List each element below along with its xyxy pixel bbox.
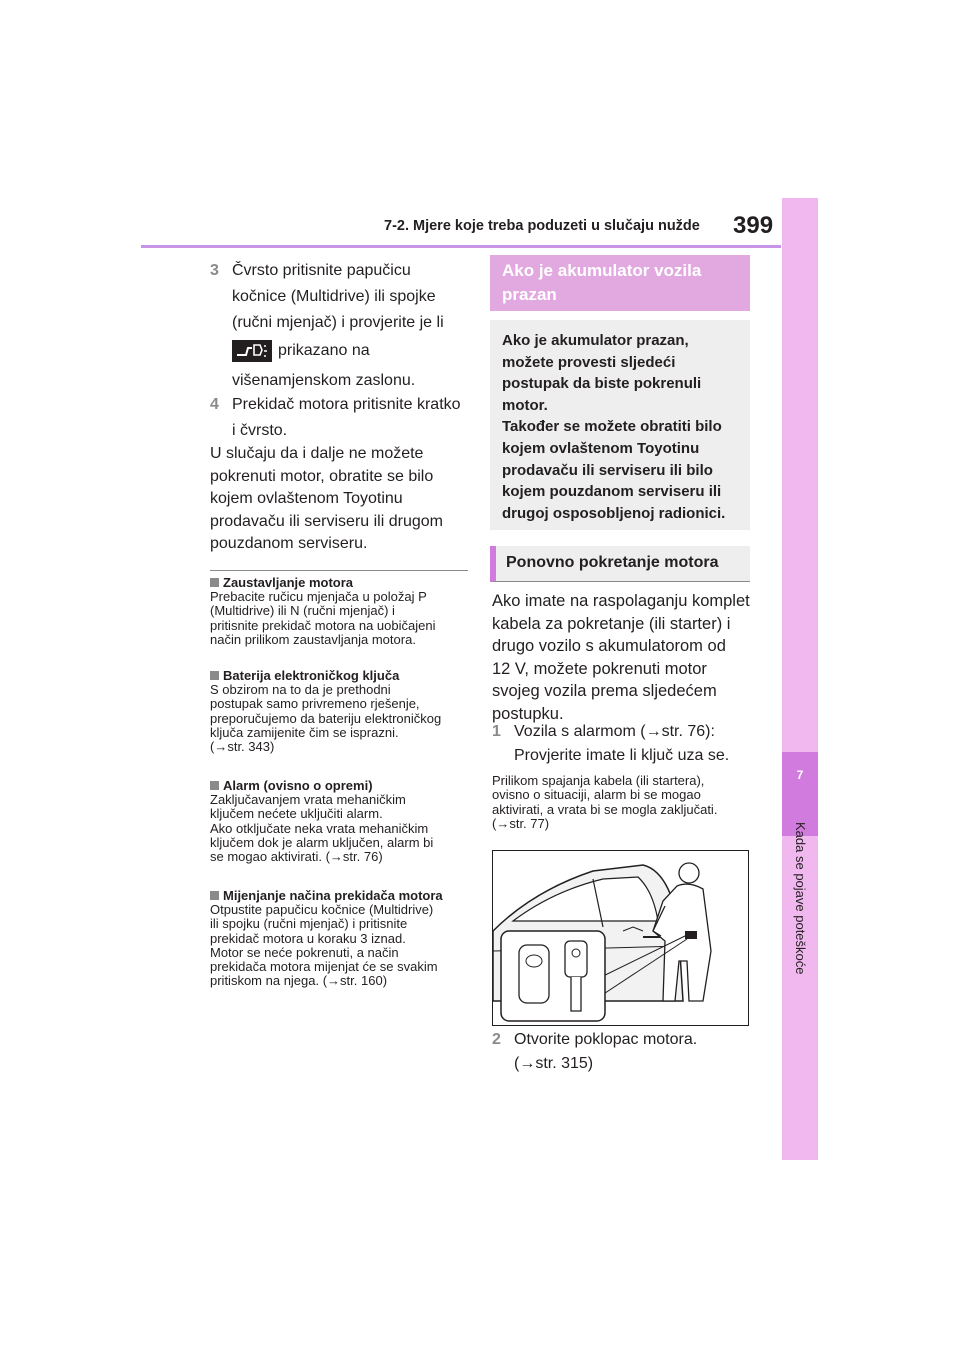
notes-divider xyxy=(210,570,468,571)
step-2: 2 Otvorite poklopac motora. (→str. 315) xyxy=(492,1028,697,1076)
step-1: 1 Vozila s alarmom (→str. 76): Provjerite imate li ključ uza se. xyxy=(492,720,729,768)
restart-intro: Ako imate na raspolaganju komplet kabela za pokretanje (ili starter) i drugo vozilo s akumulatorom od 12 V, možete pokrenuti motor svojeg vozila prema sljedećem postupku. xyxy=(492,592,750,723)
step-number: 3 xyxy=(210,262,219,279)
chapter-tab xyxy=(782,198,818,1160)
square-bullet-icon xyxy=(210,781,219,790)
step-number: 1 xyxy=(492,723,501,740)
square-bullet-icon xyxy=(210,671,219,680)
brake-pedal-indicator-icon xyxy=(232,340,272,362)
intro-box: Ako je akumulator prazan, možete provesti sljedeći postupak da biste pokrenuli motor. Također se možete obratiti bilo kojem ovlaštenom Toyotinu prodavaču ili serviseru ili bilo kojem pouzdanom serviseru ili drugoj osposobljenoj radionici. xyxy=(490,320,750,530)
step-3: 3 Čvrsto pritisnite papučicu kočnice (Multidrive) ili spojke (ručni mjenjač) i provjerite je li prikazano na višenamjenskom zaslonu. xyxy=(210,258,444,394)
square-bullet-icon xyxy=(210,578,219,587)
step-number: 4 xyxy=(210,396,219,413)
note-engine-stop: Zaustavljanje motora Prebacite ručicu mjenjača u položaj P (Multidrive) ili N (ručni mjenjač) i pritisnite prekidač motora na uobičajeni način prilikom zaustavljanja motora. xyxy=(210,575,436,647)
square-bullet-icon xyxy=(210,891,219,900)
section-heading: Ponovno pokretanje motora xyxy=(490,546,750,582)
section-band: Ako je akumulator vozila prazan xyxy=(490,255,750,311)
note-switch-mode: Mijenjanje načina prekidača motora Otpustite papučicu kočnice (Multidrive) ili spojku (ručni mjenjač) i pritisnite prekidač motora u koraku 3 iznad. Motor se neće pokrenuti, a način prekidača motora mijenjat će se svakim pritiskom na njega. (→str. 160) xyxy=(210,888,443,989)
chapter-title: Kada se pojave poteškoće xyxy=(793,822,808,975)
alarm-note: Prilikom spajanja kabela (ili startera), ovisno o situaciji, alarm bi se mogao aktivirati, a vrata bi se mogla zaključati. (→str. 77) xyxy=(492,773,718,831)
section-title: 7-2. Mjere koje treba poduzeti u slučaju nužde xyxy=(384,218,700,234)
step-4: 4 Prekidač motora pritisnite kratko i čvrsto. xyxy=(210,392,461,444)
car-door-key-icon xyxy=(493,851,749,1026)
chapter-number: 7 xyxy=(796,768,804,782)
header-divider xyxy=(141,245,781,248)
page-number: 399 xyxy=(733,212,774,239)
note-key-battery: Baterija elektroničkog ključa S obzirom na to da je prethodni postupak samo privremeno rješenje, preporučujemo da bateriju elektroničkog ključa zamijenite čim se isprazni. (→str. 343) xyxy=(210,668,442,755)
car-key-illustration xyxy=(492,850,749,1026)
note-alarm: Alarm (ovisno o opremi) Zaključavanjem vrata mehaničkim ključem nećete uključiti alarm. Ako otključate neka vrata mehaničkim ključem dok je alarm uključen, alarm bi se mogao aktivirati. (→str. 76) xyxy=(210,778,434,865)
step-number: 2 xyxy=(492,1031,501,1048)
fallback-paragraph: U slučaju da i dalje ne možete pokrenuti motor, obratite se bilo kojem ovlaštenom Toyotinu prodavaču ili serviseru ili drugom pouzdanom serviseru. xyxy=(210,445,443,552)
